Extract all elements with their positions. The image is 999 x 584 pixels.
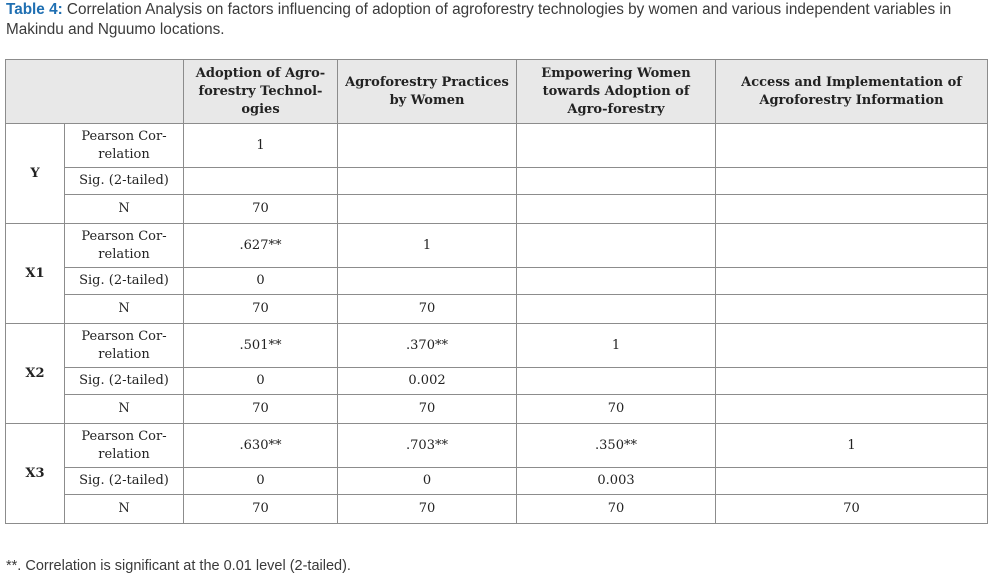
table-cell: 1: [517, 324, 716, 368]
stat-label-n: N: [65, 395, 184, 424]
table-cell: 70: [184, 195, 338, 224]
table-cell: 70: [338, 495, 517, 524]
table-row: [6, 124, 988, 168]
table-cell: .703**: [338, 424, 517, 468]
table-cell: .627**: [184, 224, 338, 268]
table-row: [6, 295, 988, 324]
variable-label-x2: X2: [6, 324, 65, 424]
table-row: [6, 368, 988, 395]
table-cell: [517, 195, 716, 224]
table-footnote: **. Correlation is significant at the 0.01 level (2-tailed).: [6, 558, 351, 574]
table-cell: [716, 195, 988, 224]
stat-label-pearson: Pearson Cor-relation: [65, 424, 184, 468]
stat-label-pearson: Pearson Cor-relation: [65, 224, 184, 268]
table-cell: [716, 124, 988, 168]
table-header-row: [6, 60, 988, 124]
table-cell: .350**: [517, 424, 716, 468]
table-cell: [517, 268, 716, 295]
table-cell: [716, 468, 988, 495]
table-cell: 70: [716, 495, 988, 524]
table-cell: .501**: [184, 324, 338, 368]
stat-label-n: N: [65, 295, 184, 324]
table-cell: [338, 195, 517, 224]
header-corner-cell: [6, 60, 184, 124]
table-caption-label: Table 4:: [6, 1, 63, 18]
header-agroforestry-practices-by-women: Agroforestry Practices by Women: [338, 60, 517, 124]
variable-label-x3: X3: [6, 424, 65, 524]
header-adoption-of-agroforestry-technologies: Adoption of Agro-forestry Technol-ogies: [184, 60, 338, 124]
table-cell: 70: [338, 295, 517, 324]
table-cell: [716, 224, 988, 268]
stat-label-pearson: Pearson Cor-relation: [65, 124, 184, 168]
table-cell: [338, 268, 517, 295]
correlation-table: [5, 59, 988, 524]
variable-label-y: Y: [6, 124, 65, 224]
table-cell: 0.003: [517, 468, 716, 495]
table-cell: 70: [517, 395, 716, 424]
stat-label-n: N: [65, 495, 184, 524]
table-cell: 70: [184, 295, 338, 324]
table-cell: [716, 324, 988, 368]
table-cell: [716, 368, 988, 395]
table-cell: [716, 268, 988, 295]
stat-label-sig: Sig. (2-tailed): [65, 168, 184, 195]
table-row: [6, 195, 988, 224]
table-cell: 0: [184, 368, 338, 395]
table-cell: 0: [338, 468, 517, 495]
table-cell: [716, 295, 988, 324]
table-cell: 0: [184, 268, 338, 295]
table-caption-text: Correlation Analysis on factors influencing of adoption of agroforestry technologies by women and various independent variables in Makindu and Nguumo locations.: [6, 1, 952, 38]
table-cell: 0: [184, 468, 338, 495]
table-row: [6, 168, 988, 195]
table-cell: [716, 395, 988, 424]
table-row: [6, 324, 988, 368]
header-access-and-implementation-of-information: Access and Implementation of Agroforestry Information: [716, 60, 988, 124]
table-cell: 1: [338, 224, 517, 268]
stat-label-sig: Sig. (2-tailed): [65, 268, 184, 295]
table-caption: [6, 0, 991, 40]
table-cell: 70: [184, 495, 338, 524]
stat-label-pearson: Pearson Cor-relation: [65, 324, 184, 368]
table-cell: [517, 168, 716, 195]
stat-label-sig: Sig. (2-tailed): [65, 468, 184, 495]
table-cell: 70: [517, 495, 716, 524]
table-cell: .370**: [338, 324, 517, 368]
table-cell: [338, 168, 517, 195]
stat-label-sig: Sig. (2-tailed): [65, 368, 184, 395]
table-row: [6, 468, 988, 495]
table-cell: [716, 168, 988, 195]
table-cell: [517, 224, 716, 268]
table-cell: [517, 124, 716, 168]
table-row: [6, 224, 988, 268]
table-cell: [517, 368, 716, 395]
table-cell: 70: [184, 395, 338, 424]
table-cell: 1: [184, 124, 338, 168]
table-cell: 70: [338, 395, 517, 424]
table-cell: 1: [716, 424, 988, 468]
table-row: [6, 395, 988, 424]
table-row: [6, 424, 988, 468]
table-cell: .630**: [184, 424, 338, 468]
table-cell: 0.002: [338, 368, 517, 395]
table-cell: [517, 295, 716, 324]
table-cell: [184, 168, 338, 195]
table-row: [6, 495, 988, 524]
table-cell: [338, 124, 517, 168]
stat-label-n: N: [65, 195, 184, 224]
variable-label-x1: X1: [6, 224, 65, 324]
table-row: [6, 268, 988, 295]
header-empowering-women-towards-adoption: Empowering Women towards Adoption of Agro-forestry: [517, 60, 716, 124]
